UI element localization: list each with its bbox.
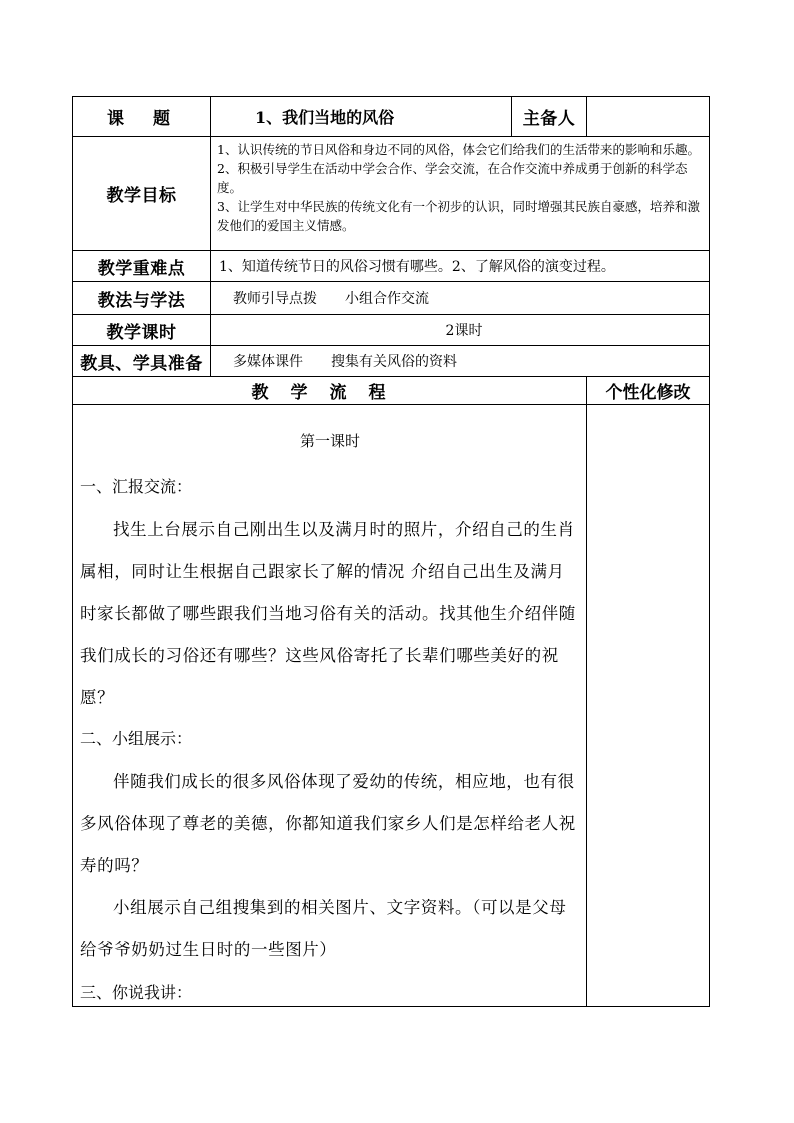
methods-label: 教法与学法 [73, 282, 211, 315]
key-points-value: 1、知道传统节日的风俗习惯有哪些。2、了解风俗的演变过程。 [211, 251, 710, 282]
objectives-row [73, 137, 710, 251]
lesson-plan-table [72, 96, 710, 1007]
topic-row [73, 97, 710, 137]
flow-header: 教学流程 [73, 377, 587, 405]
preparer-value [587, 97, 710, 137]
section-paragraph: 找生上台展示自己刚出生以及满月时的照片，介绍自己的生肖属相，同时让生根据自己跟家长了解的情况 介绍自己出生及满月时家长都做了哪些跟我们当地习俗有关的活动。找其他生介绍伴随我们成长的习俗还有哪些？这些风俗寄托了长辈们哪些美好的祝愿？ [80, 520, 576, 707]
section-title: 一、汇报交流： [80, 477, 193, 496]
section-title: 二、小组展示： [80, 729, 193, 748]
key-points-row [73, 251, 710, 282]
objectives-label: 教学目标 [73, 137, 211, 251]
materials-row [73, 346, 710, 377]
methods-row [73, 282, 710, 315]
objective-item: 2、积极引导学生在活动中学会合作、学会交流，在合作交流中养成勇于创新的科学态度。 [217, 161, 688, 195]
hours-row [73, 315, 710, 346]
objective-item: 1、认识传统的节日风俗和身边不同的风俗，体会它们给我们的生活带来的影响和乐趣。 [217, 142, 700, 157]
materials-value: 多媒体课件 搜集有关风俗的资料 [211, 346, 710, 377]
modification-header: 个性化修改 [587, 377, 710, 405]
hours-value: 2课时 [211, 315, 710, 346]
objective-item: 3、让学生对中华民族的传统文化有一个初步的认识，同时增强其民族自豪感，培养和激发他们的爱国主义情感。 [217, 199, 700, 233]
flow-body [73, 405, 587, 1007]
methods-value: 教师引导点拨 小组合作交流 [211, 282, 710, 315]
key-points-label: 教学重难点 [73, 251, 211, 282]
topic-value: 1、我们当地的风俗 [211, 97, 512, 137]
flow-header-row [73, 377, 710, 405]
hours-label: 教学课时 [73, 315, 211, 346]
objectives-content [211, 137, 710, 251]
modification-column [587, 405, 710, 1007]
topic-label: 课 题 [73, 97, 211, 137]
section-paragraph: 小组展示自己组搜集到的相关图片、文字资料。（可以是父母给爷爷奶奶过生日时的一些图片） [80, 898, 567, 959]
section-title: 三、你说我讲： [80, 983, 193, 1002]
lesson-title: 第一课时 [299, 432, 360, 450]
materials-label: 教具、学具准备 [73, 346, 211, 377]
flow-body-row [73, 405, 710, 1007]
preparer-label: 主备人 [512, 97, 587, 137]
section-paragraph: 伴随我们成长的很多风俗体现了爱幼的传统，相应地，也有很多风俗体现了尊老的美德，你都知道我们家乡人们是怎样给老人祝寿的吗？ [80, 772, 576, 875]
